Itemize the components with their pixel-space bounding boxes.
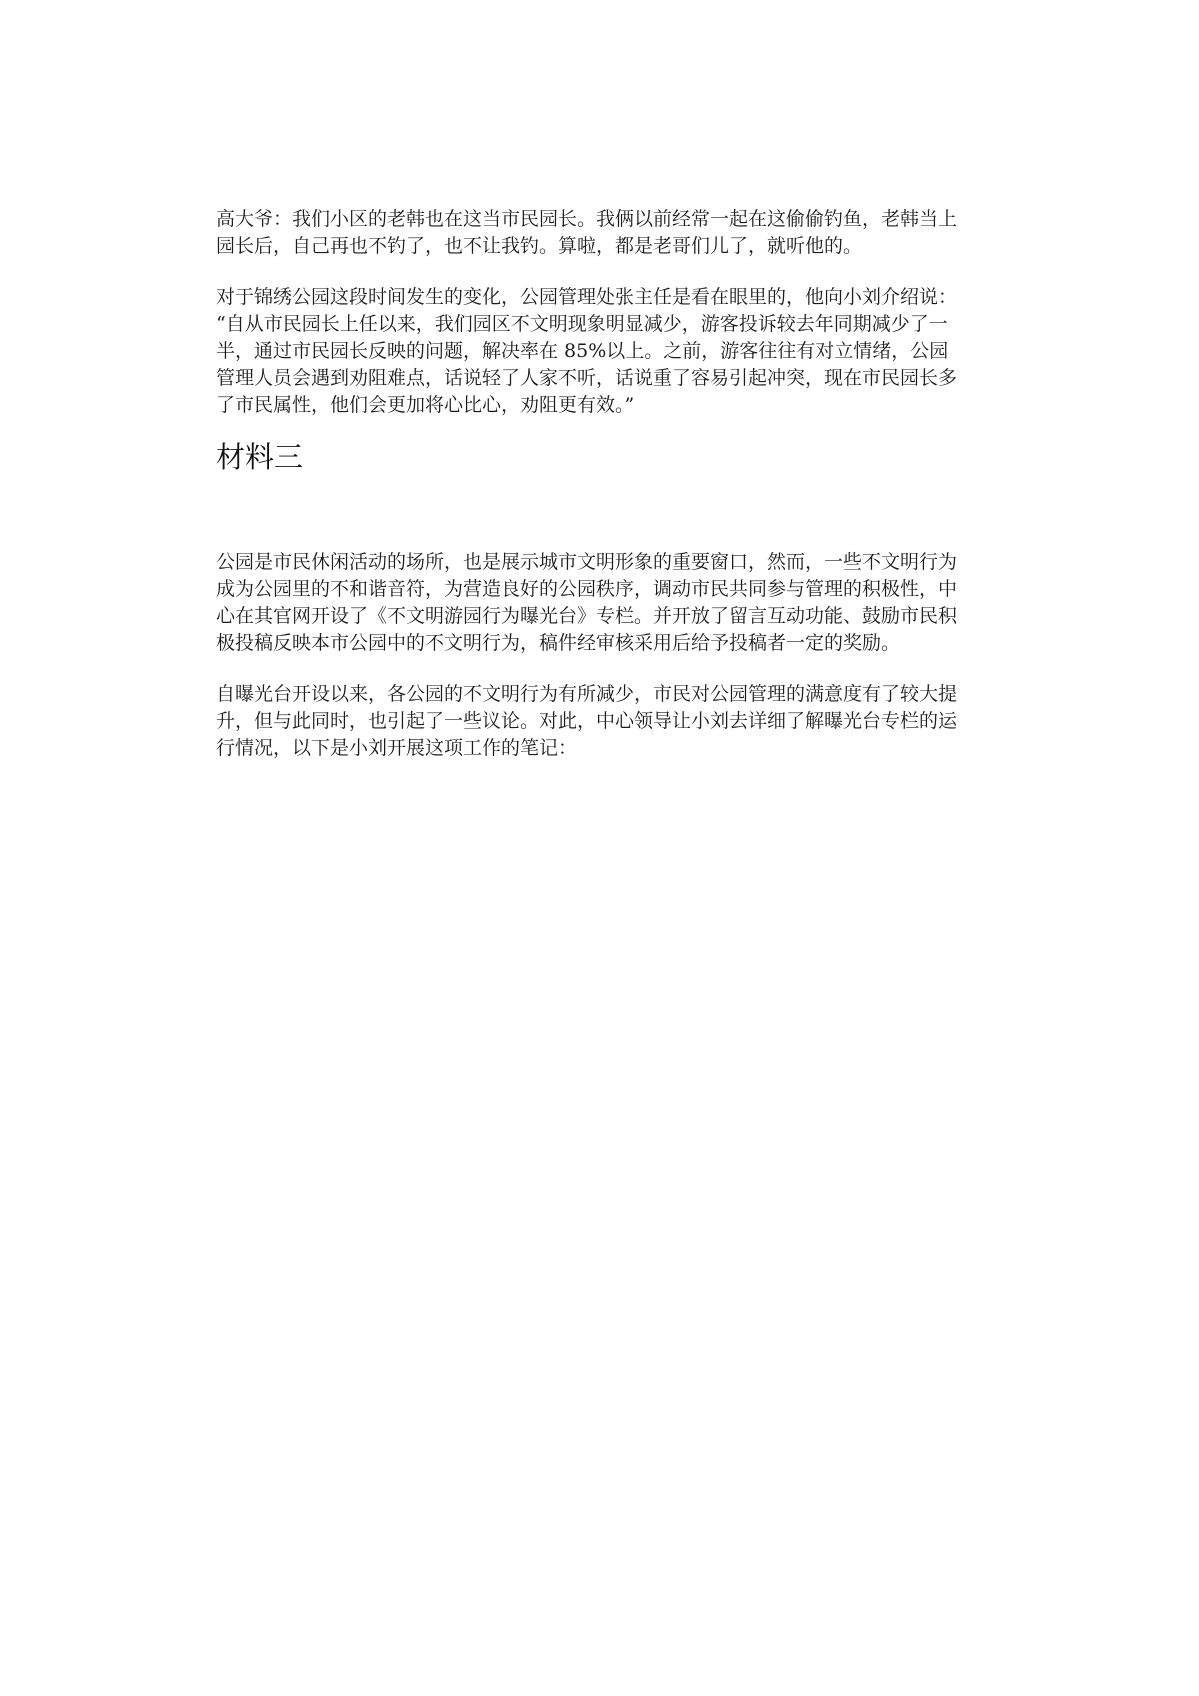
text-line: 成为公园里的不和谐音符，为营造良好的公园秩序，调动市民共同参与管理的积极性，中	[216, 578, 958, 600]
text-line: 行情况，以下是小刘开展这项工作的笔记：	[216, 737, 578, 759]
text-line: 管理人员会遇到劝阻难点，话说轻了人家不听，话说重了容易引起冲突，现在市民园长多	[216, 367, 958, 389]
section-heading: 材料三	[216, 440, 304, 474]
text-line: 升，但与此同时，也引起了一些议论。对此，中心领导让小刘去详细了解曝光台专栏的运	[216, 710, 958, 732]
text-line: 半，通过市民园长反映的问题，解决率在 85%以上。之前，游客往往有对立情绪，公园	[216, 340, 949, 362]
text-line: 对于锦绣公园这段时间发生的变化，公园管理处张主任是看在眼里的，他向小刘介绍说：	[216, 286, 958, 308]
text-line: 园长后，自己再也不钓了，也不让我钓。算啦，都是老哥们儿了，就听他的。	[216, 235, 863, 257]
text-line: 极投稿反映本市公园中的不文明行为，稿件经审核采用后给予投稿者一定的奖励。	[216, 632, 901, 654]
text-line: 心在其官网开设了《不文明游园行为曝光台》专栏。并开放了留言互动功能、鼓励市民积	[216, 605, 958, 627]
paragraph-gao-dialogue	[216, 206, 996, 260]
text-line: 自曝光台开设以来，各公园的不文明行为有所减少，市民对公园管理的满意度有了较大提	[216, 683, 958, 705]
text-line: 公园是市民休闲活动的场所，也是展示城市文明形象的重要窗口，然而，一些不文明行为	[216, 551, 958, 573]
document-body	[216, 206, 996, 762]
paragraph-exposure-platform	[216, 549, 996, 657]
text-line: “自从市民园长上任以来，我们园区不文明现象明显减少，游客投诉较去年同期减少了一	[216, 313, 948, 335]
text-line: 高大爷：我们小区的老韩也在这当市民园长。我俩以前经常一起在这偷偷钓鱼，老韩当上	[216, 208, 958, 230]
paragraph-director-zhang	[216, 284, 996, 419]
paragraph-exposure-results	[216, 681, 996, 762]
text-line: 了市民属性，他们会更加将心比心，劝阻更有效。”	[216, 394, 635, 416]
